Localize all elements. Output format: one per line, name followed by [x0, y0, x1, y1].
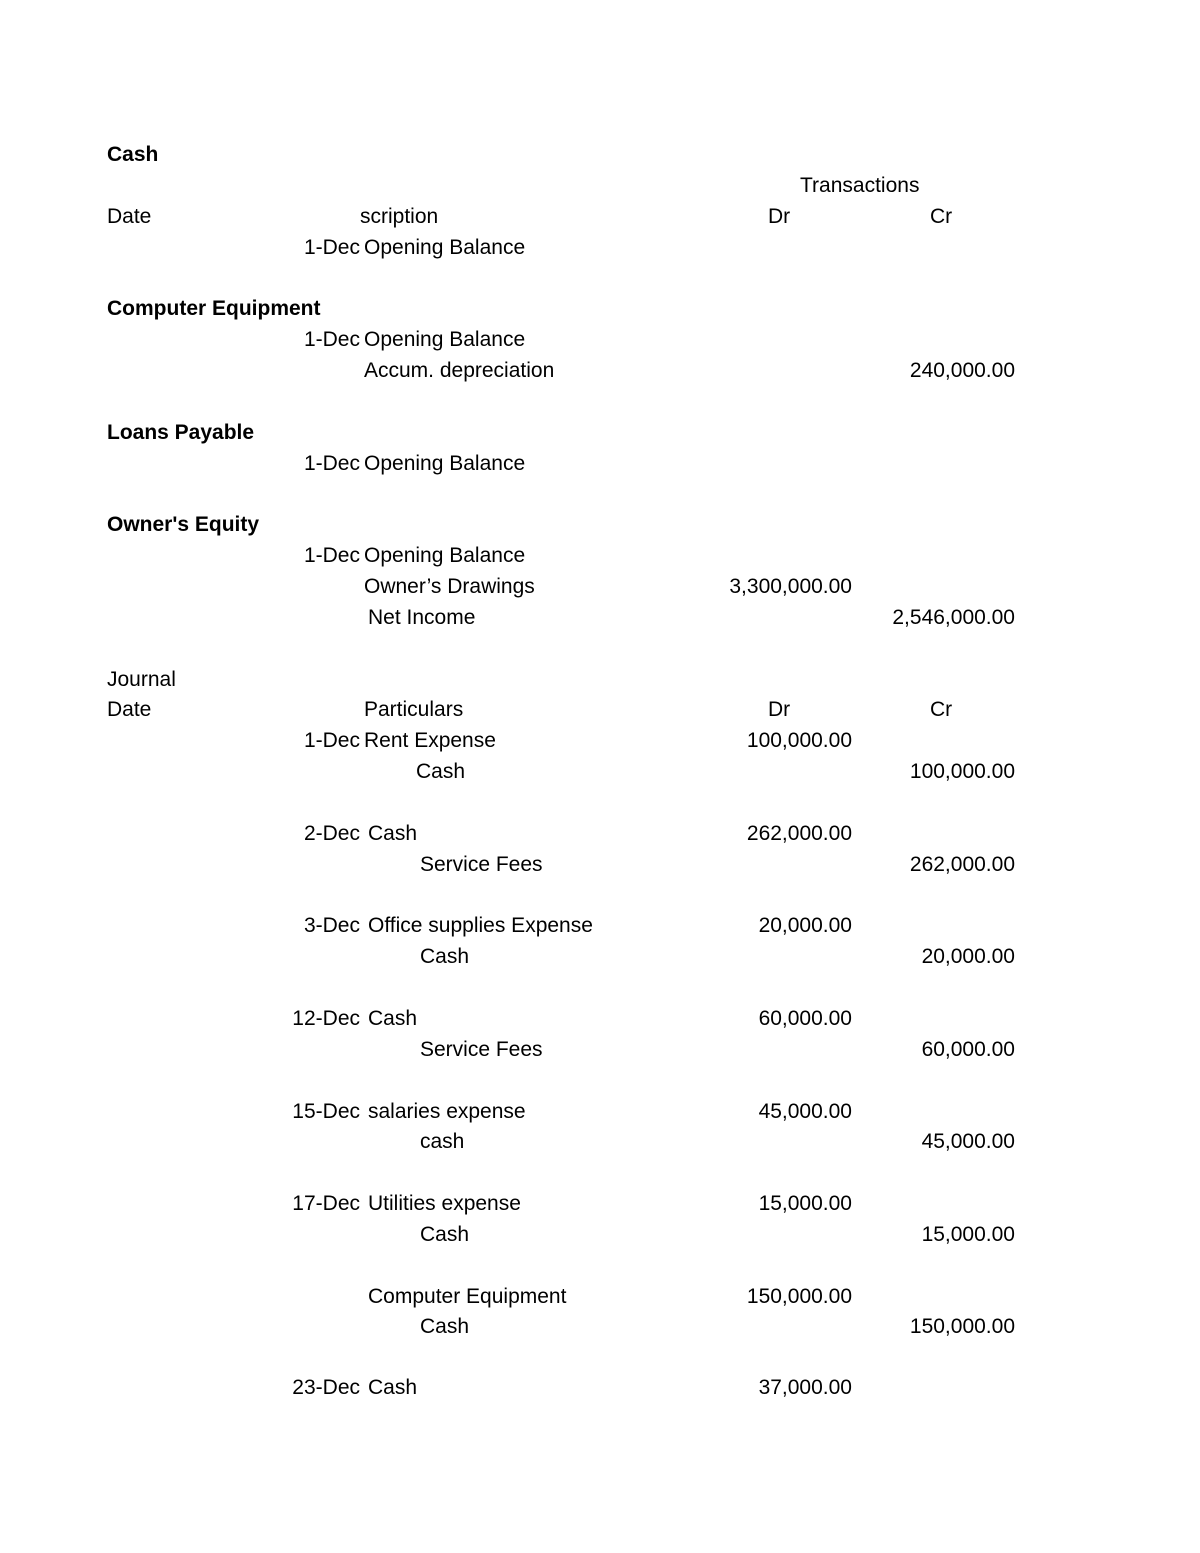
oe-row-description: Net Income: [368, 606, 476, 629]
journal-credit-amount: 262,000.00: [909, 853, 1015, 876]
journal-debit-amount: 150,000.00: [746, 1285, 852, 1308]
ce-row-description: Opening Balance: [364, 328, 526, 351]
journal-debit-account: Cash: [368, 1376, 418, 1399]
oe-row-dr-amount: 3,300,000.00: [729, 575, 852, 598]
journal-credit-account: Cash: [416, 760, 466, 783]
journal-cr-header: Cr: [930, 698, 953, 721]
oe-row-description: Opening Balance: [364, 544, 526, 567]
journal-debit-account: Office supplies Expense: [368, 914, 593, 937]
journal-credit-account: cash: [420, 1130, 465, 1153]
journal-credit-amount: 100,000.00: [909, 760, 1015, 783]
journal-credit-account: Service Fees: [420, 1038, 543, 1061]
journal-debit-account: Cash: [368, 1007, 418, 1030]
owners-equity-title: Owner's Equity: [107, 513, 260, 536]
cr-column-header: Cr: [930, 205, 953, 228]
journal-debit-amount: 60,000.00: [758, 1007, 852, 1030]
transactions-header: Transactions: [800, 174, 920, 197]
journal-debit-amount: 20,000.00: [758, 914, 852, 937]
computer-equipment-title: Computer Equipment: [107, 297, 321, 320]
journal-credit-account: Cash: [420, 1315, 470, 1338]
cash-row-date: 1-Dec: [303, 236, 360, 259]
journal-debit-amount: 37,000.00: [758, 1376, 852, 1399]
journal-dr-header: Dr: [768, 698, 791, 721]
ce-row-date: 1-Dec: [303, 328, 360, 351]
description-column-header: scription: [360, 205, 439, 228]
ce-row-cr-amount: 240,000.00: [909, 359, 1015, 382]
journal-title: Journal: [107, 668, 176, 691]
journal-entry-date: 23-Dec: [292, 1376, 360, 1399]
journal-entry-date: 12-Dec: [292, 1007, 360, 1030]
journal-credit-amount: 150,000.00: [909, 1315, 1015, 1338]
journal-credit-account: Cash: [420, 945, 470, 968]
journal-debit-amount: 15,000.00: [758, 1192, 852, 1215]
journal-credit-account: Service Fees: [420, 853, 543, 876]
ce-row-description: Accum. depreciation: [364, 359, 555, 382]
journal-entry-date: 1-Dec: [303, 729, 360, 752]
lp-row-date: 1-Dec: [303, 452, 360, 475]
journal-debit-account: Cash: [368, 822, 418, 845]
dr-column-header: Dr: [768, 205, 791, 228]
journal-credit-amount: 20,000.00: [921, 945, 1015, 968]
cash-row-description: Opening Balance: [364, 236, 526, 259]
journal-entry-date: 2-Dec: [303, 822, 360, 845]
lp-row-description: Opening Balance: [364, 452, 526, 475]
journal-credit-amount: 15,000.00: [921, 1223, 1015, 1246]
loans-payable-title: Loans Payable: [107, 421, 255, 444]
journal-entry-date: 15-Dec: [292, 1100, 360, 1123]
journal-entry-date: 17-Dec: [292, 1192, 360, 1215]
journal-credit-amount: 45,000.00: [921, 1130, 1015, 1153]
cash-account-title: Cash: [107, 143, 159, 166]
journal-debit-amount: 100,000.00: [746, 729, 852, 752]
journal-date-header: Date: [107, 698, 152, 721]
journal-debit-account: Rent Expense: [364, 729, 496, 752]
journal-debit-account: salaries expense: [368, 1100, 526, 1123]
journal-debit-account: Computer Equipment: [368, 1285, 567, 1308]
journal-debit-amount: 262,000.00: [746, 822, 852, 845]
oe-row-date: 1-Dec: [303, 544, 360, 567]
journal-particulars-header: Particulars: [364, 698, 464, 721]
journal-entry-date: 3-Dec: [303, 914, 360, 937]
journal-debit-amount: 45,000.00: [758, 1100, 852, 1123]
journal-credit-amount: 60,000.00: [921, 1038, 1015, 1061]
oe-row-description: Owner’s Drawings: [364, 575, 535, 598]
date-column-header: Date: [107, 205, 152, 228]
journal-credit-account: Cash: [420, 1223, 470, 1246]
journal-debit-account: Utilities expense: [368, 1192, 521, 1215]
oe-row-cr-amount: 2,546,000.00: [892, 606, 1015, 629]
